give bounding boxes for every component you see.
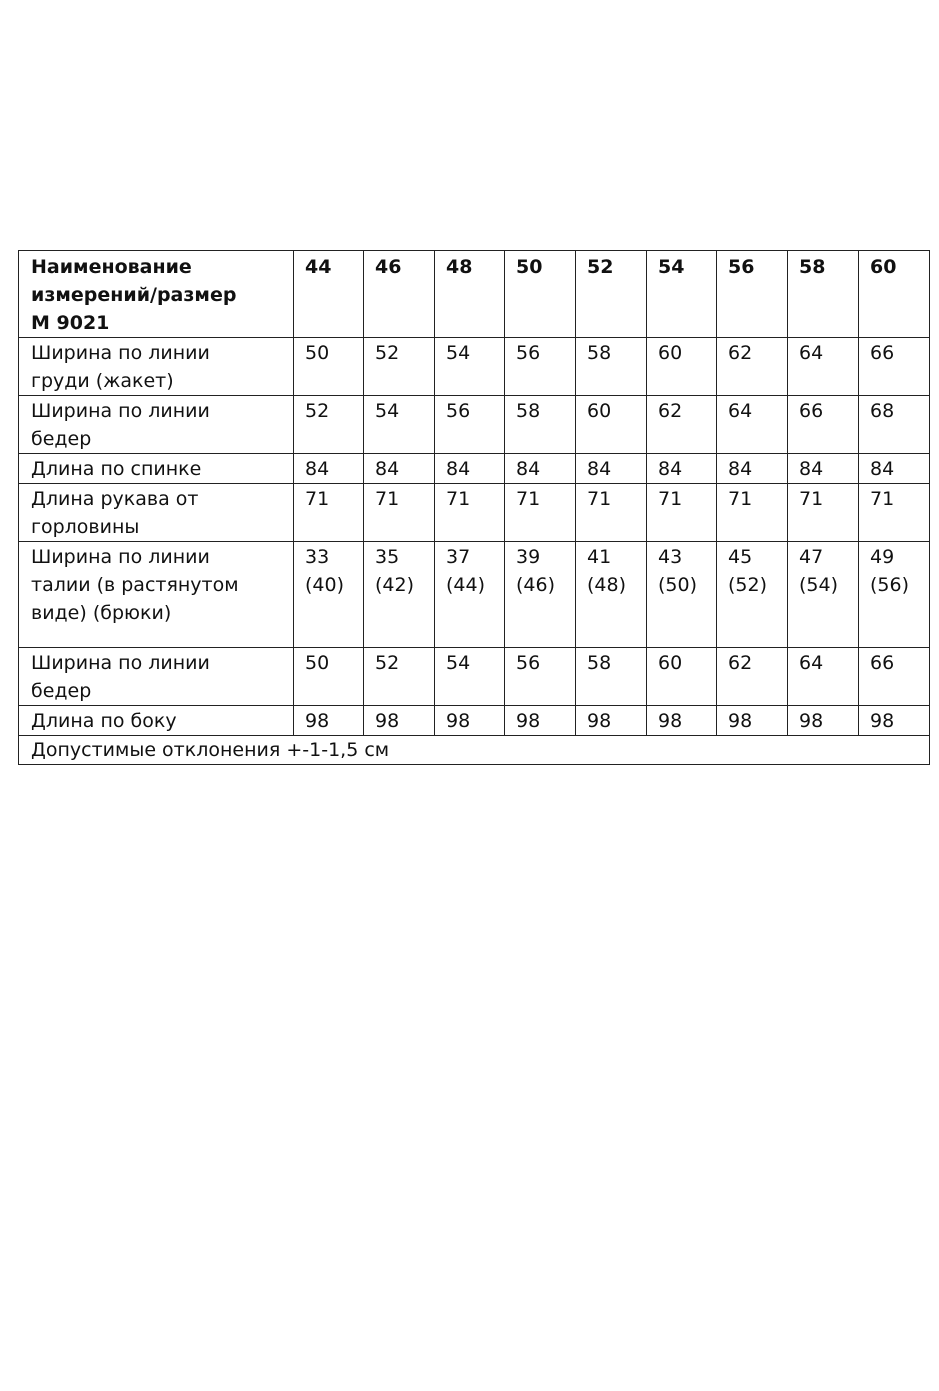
value-cell: 52 [364, 648, 435, 706]
value-cell: 52 [364, 338, 435, 396]
measurement-name-line: талии (в растянутом [31, 574, 239, 596]
measurement-name-cell [19, 648, 294, 706]
size-chart-table [18, 250, 930, 765]
value-cell: 58 [576, 338, 647, 396]
value-line: 37 [446, 546, 471, 568]
value-line: 33 [305, 546, 330, 568]
value-cell: 98 [717, 706, 788, 736]
table-row [19, 338, 930, 396]
value-line: 45 [728, 546, 753, 568]
value-cell: 66 [788, 396, 859, 454]
value-cell: 56 [505, 338, 576, 396]
value-cell [505, 542, 576, 648]
value-line: (40) [305, 574, 345, 596]
value-cell: 62 [717, 338, 788, 396]
value-cell: 68 [859, 396, 930, 454]
value-cell: 84 [717, 454, 788, 484]
table-row [19, 454, 930, 484]
value-cell: 50 [294, 648, 364, 706]
value-cell: 60 [647, 338, 717, 396]
value-cell: 71 [859, 484, 930, 542]
value-cell: 71 [576, 484, 647, 542]
value-cell: 84 [788, 454, 859, 484]
value-cell: 71 [717, 484, 788, 542]
value-cell: 84 [859, 454, 930, 484]
measurement-name-cell [19, 396, 294, 454]
value-cell [859, 542, 930, 648]
value-cell: 64 [717, 396, 788, 454]
measurement-name-line: Ширина по линии [31, 400, 210, 422]
tolerance-note: Допустимые отклонения +-1-1,5 см [19, 736, 930, 765]
value-cell: 66 [859, 338, 930, 396]
value-line: (46) [516, 574, 556, 596]
measurement-name-cell [19, 484, 294, 542]
value-cell: 84 [294, 454, 364, 484]
table-header-row [19, 251, 930, 338]
table-row [19, 648, 930, 706]
value-cell: 98 [294, 706, 364, 736]
table-note-row [19, 736, 930, 765]
value-cell: 71 [435, 484, 505, 542]
value-cell: 50 [294, 338, 364, 396]
size-header-cell: 44 [294, 251, 364, 338]
header-name-line: Наименование [31, 256, 192, 278]
value-line: 49 [870, 546, 895, 568]
value-cell: 66 [859, 648, 930, 706]
table-row [19, 542, 930, 648]
measurement-name-line: Ширина по линии [31, 652, 210, 674]
value-cell [647, 542, 717, 648]
value-line: 47 [799, 546, 824, 568]
value-line: (42) [375, 574, 415, 596]
value-cell: 54 [435, 648, 505, 706]
value-cell: 64 [788, 648, 859, 706]
table-row [19, 706, 930, 736]
value-cell: 71 [505, 484, 576, 542]
size-header-cell: 56 [717, 251, 788, 338]
value-cell [435, 542, 505, 648]
value-cell: 71 [294, 484, 364, 542]
value-line: (50) [658, 574, 698, 596]
size-header-cell: 54 [647, 251, 717, 338]
value-line: (48) [587, 574, 627, 596]
value-cell [364, 542, 435, 648]
value-cell [576, 542, 647, 648]
value-cell: 58 [576, 648, 647, 706]
measurement-name-line: бедер [31, 428, 92, 450]
value-cell: 84 [576, 454, 647, 484]
value-cell: 84 [364, 454, 435, 484]
value-cell: 54 [364, 396, 435, 454]
measurement-name-line: груди (жакет) [31, 370, 174, 392]
value-cell [717, 542, 788, 648]
value-cell: 52 [294, 396, 364, 454]
measurement-name-line: Длина рукава от [31, 488, 199, 510]
value-cell: 98 [788, 706, 859, 736]
value-line: (54) [799, 574, 839, 596]
measurement-name-line: горловины [31, 516, 140, 538]
value-cell: 84 [505, 454, 576, 484]
size-header-cell: 52 [576, 251, 647, 338]
value-line: 35 [375, 546, 400, 568]
value-cell: 60 [576, 396, 647, 454]
size-header-cell: 50 [505, 251, 576, 338]
header-name-line: М 9021 [31, 312, 110, 334]
value-cell: 98 [364, 706, 435, 736]
value-cell: 54 [435, 338, 505, 396]
measurement-name-cell [19, 454, 294, 484]
value-cell: 56 [435, 396, 505, 454]
value-cell [294, 542, 364, 648]
measurement-name-line: Ширина по линии [31, 546, 210, 568]
value-line: 43 [658, 546, 683, 568]
value-cell: 60 [647, 648, 717, 706]
value-line: 39 [516, 546, 541, 568]
measurement-name-cell [19, 338, 294, 396]
value-cell: 58 [505, 396, 576, 454]
size-header-cell: 48 [435, 251, 505, 338]
value-cell: 98 [435, 706, 505, 736]
size-header-cell: 58 [788, 251, 859, 338]
measurement-name-cell [19, 706, 294, 736]
value-cell: 71 [364, 484, 435, 542]
header-name-line: измерений/размер [31, 284, 237, 306]
measurement-name-line: бедер [31, 680, 92, 702]
value-cell: 98 [647, 706, 717, 736]
measurement-name-cell [19, 542, 294, 648]
value-cell: 84 [647, 454, 717, 484]
size-header-cell: 46 [364, 251, 435, 338]
value-line: (56) [870, 574, 910, 596]
value-cell: 84 [435, 454, 505, 484]
value-cell: 64 [788, 338, 859, 396]
measurement-name-line: виде) (брюки) [31, 602, 172, 624]
value-line: (52) [728, 574, 768, 596]
measurement-name-line: Длина по боку [31, 710, 177, 732]
value-line: (44) [446, 574, 486, 596]
value-line: 41 [587, 546, 612, 568]
value-cell: 62 [647, 396, 717, 454]
value-cell: 71 [788, 484, 859, 542]
header-name-cell [19, 251, 294, 338]
table-row [19, 484, 930, 542]
measurement-name-line: Ширина по линии [31, 342, 210, 364]
size-header-cell: 60 [859, 251, 930, 338]
value-cell: 71 [647, 484, 717, 542]
table-row [19, 396, 930, 454]
value-cell: 98 [505, 706, 576, 736]
value-cell: 98 [859, 706, 930, 736]
value-cell: 62 [717, 648, 788, 706]
measurement-name-line: Длина по спинке [31, 458, 202, 480]
value-cell [788, 542, 859, 648]
value-cell: 98 [576, 706, 647, 736]
value-cell: 56 [505, 648, 576, 706]
